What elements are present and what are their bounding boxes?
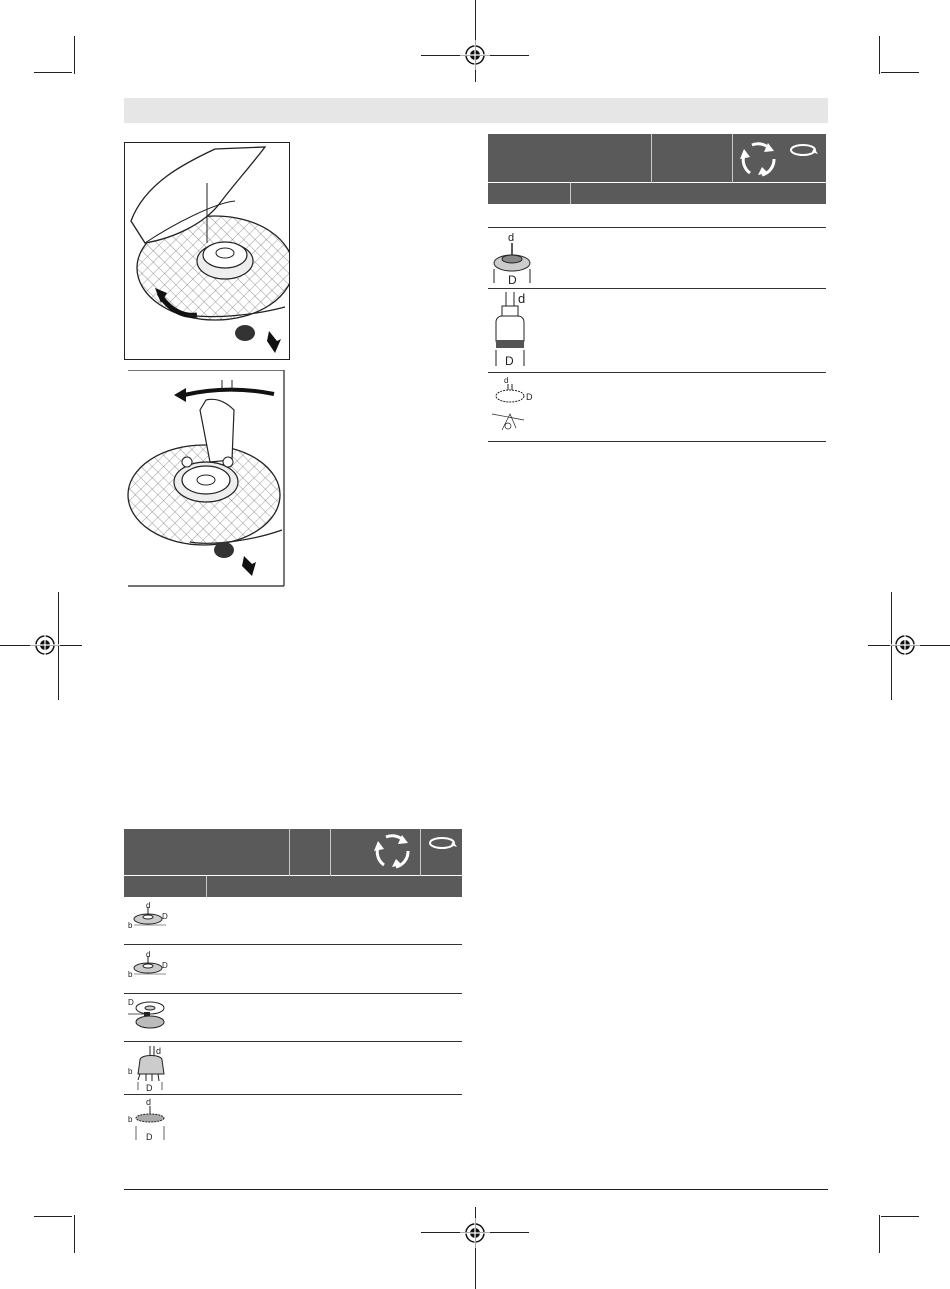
dimension-label-D: D [526,392,533,402]
figure-tightening-by-hand [124,142,290,360]
cutting-disc-icon [126,948,170,990]
cup-brush-icon [126,1044,170,1092]
dimension-label-b: b [128,1115,133,1124]
page-footer-rule [124,1189,828,1190]
dimension-label-D: D [146,1132,153,1142]
dimension-label-D: D [508,273,517,287]
flap-disc-icon [126,996,170,1038]
core-drill-bit-icon [492,290,532,370]
accessory-table-left [124,829,464,1147]
dimension-label-d: d [156,1046,162,1056]
dimension-label-D: D [162,961,168,970]
registration-mark-icon [460,40,490,70]
dimension-label-b: b [128,970,133,979]
dimension-label-D: D [146,1083,153,1092]
rotation-direction-icon [426,833,460,853]
registration-mark-icon [460,1218,490,1248]
page-header-band [124,98,828,123]
table-subheader-row [124,876,462,897]
dimension-label-b: b [128,1067,133,1076]
dimension-label-d: d [146,1097,152,1107]
dimension-label-d: d [146,950,151,959]
figure-tightening-with-spanner [124,370,288,588]
disc-brush-icon [126,1096,170,1144]
dimension-label-b: b [128,921,133,930]
registration-mark-icon [30,630,60,660]
grinding-disc-icon [126,899,170,941]
dimension-label-d: d [508,232,515,244]
recycle-arrows-icon [372,831,414,873]
dimension-label-d: d [146,901,151,910]
dimension-label-D: D [128,998,134,1007]
table-subheader-row [488,183,826,204]
recycle-arrows-icon [738,139,780,179]
dimension-label-d: d [518,291,526,306]
accessory-table-right [488,134,828,444]
rotation-direction-icon [788,140,820,160]
registration-mark-icon [890,630,920,660]
wire-cup-brush-icon [490,229,534,287]
dimension-label-D: D [162,912,168,921]
diamond-disc-icon [490,374,536,438]
dimension-label-d: d [504,376,509,385]
dimension-label-D: D [505,354,514,368]
